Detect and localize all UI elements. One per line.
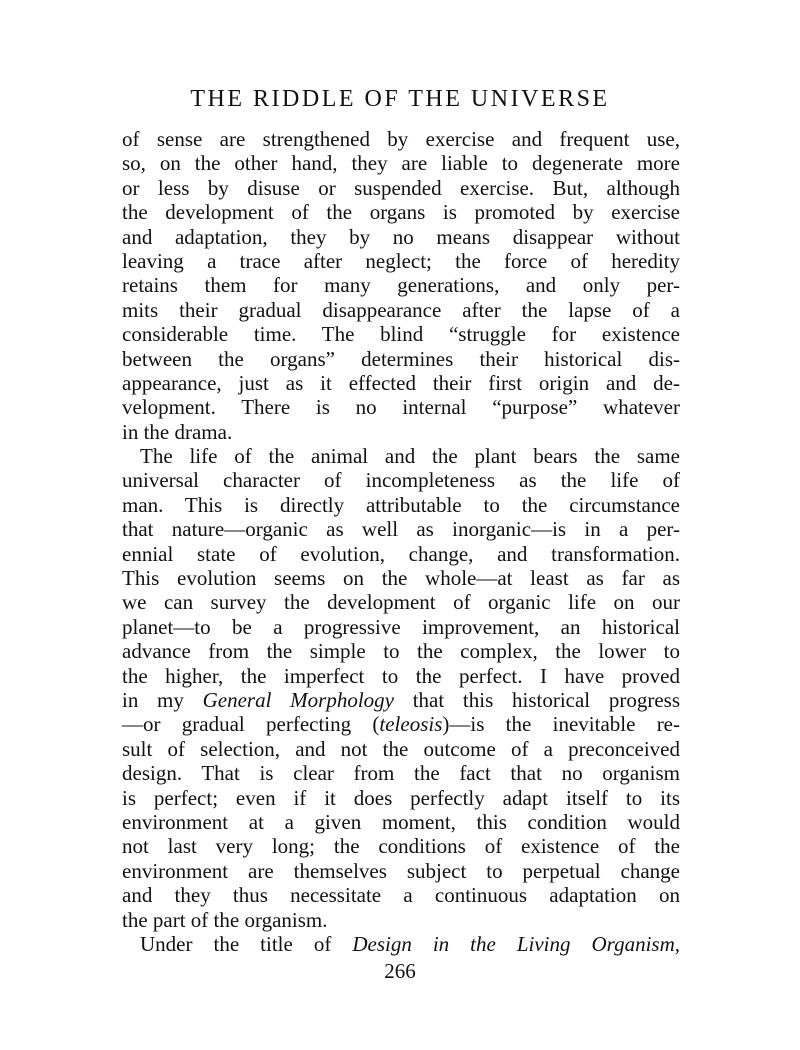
- body-text: [122, 127, 680, 956]
- text-line: or less by disuse or suspended exercise. But, although: [122, 175, 680, 200]
- text-line: environment are themselves subject to perpetual change: [122, 858, 680, 883]
- text-line: universal character of incompleteness as the life of: [122, 468, 680, 493]
- text-run: )—is the inevitable re-: [442, 712, 680, 737]
- text-line: and they thus necessitate a continuous adaptation on: [122, 883, 680, 908]
- paragraph-2: [122, 444, 680, 932]
- text-line: and adaptation, they by no means disappear without: [122, 224, 680, 249]
- text-line: velopment. There is no internal “purpose” whatever: [122, 395, 680, 420]
- text-line: sult of selection, and not the outcome of a preconceived: [122, 736, 680, 761]
- text-line: that nature—organic as well as inorganic—is in a per-: [122, 517, 680, 542]
- italic-title: Design in the Living Organism,: [352, 931, 680, 956]
- text-line: design. That is clear from the fact that no organism: [122, 761, 680, 786]
- text-line: the part of the organism.: [122, 907, 328, 932]
- text-line: This evolution seems on the whole—at least as far as: [122, 566, 680, 591]
- text-run: —or gradual perfecting (: [122, 712, 380, 737]
- text-line: the higher, the imperfect to the perfect. I have proved: [122, 663, 680, 688]
- text-run: Under the title of: [140, 931, 353, 956]
- text-line: of sense are strengthened by exercise and frequent use,: [122, 127, 680, 151]
- italic-title: General Morphology: [202, 687, 394, 712]
- text-line: leaving a trace after neglect; the force of heredity: [122, 248, 680, 273]
- text-line: man. This is directly attributable to the circumstance: [122, 492, 680, 517]
- text-line: mits their gradual disappearance after the lapse of a: [122, 297, 680, 322]
- paragraph-1: [122, 127, 680, 444]
- text-line: we can survey the development of organic life on our: [122, 590, 680, 615]
- text-line: in the drama.: [122, 419, 233, 444]
- text-line: the development of the organs is promoted by exercise: [122, 200, 680, 225]
- italic-term: teleosis: [379, 712, 443, 737]
- page-number: 266: [384, 959, 416, 983]
- text-line-with-italic: [122, 712, 680, 736]
- text-line: planet—to be a progressive improvement, an historical: [122, 614, 680, 639]
- text-line-with-italic: [122, 688, 680, 712]
- text-line-with-italic: [122, 932, 680, 956]
- text-line: environment at a given moment, this condition would: [122, 809, 680, 834]
- text-line: so, on the other hand, they are liable to degenerate more: [122, 151, 680, 176]
- text-line: ennial state of evolution, change, and transformation.: [122, 541, 680, 566]
- text-line: not last very long; the conditions of existence of the: [122, 834, 680, 859]
- text-line: between the organs” determines their historical dis-: [122, 346, 680, 371]
- text-line: appearance, just as it effected their first origin and de-: [122, 370, 680, 395]
- text-run: in my: [122, 687, 203, 712]
- text-line: considerable time. The blind “struggle for existence: [122, 322, 680, 347]
- paragraph-3: [122, 932, 680, 956]
- running-head: THE RIDDLE OF THE UNIVERSE: [190, 86, 610, 112]
- text-line: The life of the animal and the plant bears the same: [140, 444, 680, 469]
- text-line: advance from the simple to the complex, the lower to: [122, 639, 680, 664]
- text-line: is perfect; even if it does perfectly adapt itself to its: [122, 785, 680, 810]
- text-line: retains them for many generations, and only per-: [122, 273, 680, 298]
- text-run: that this historical progress: [393, 687, 680, 712]
